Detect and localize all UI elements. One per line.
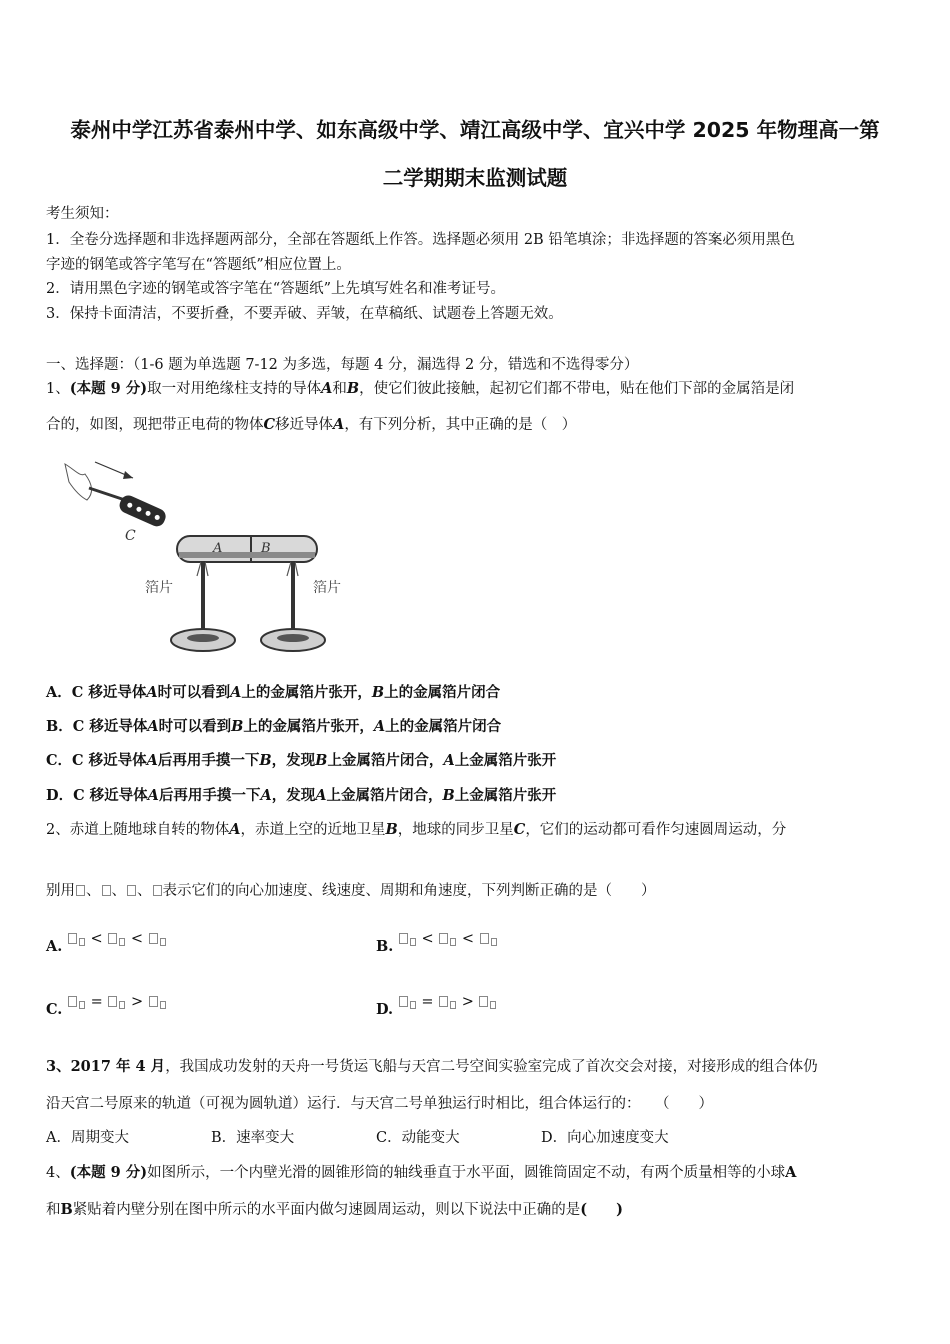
notice-item-3: 3．保持卡面清洁，不要折叠，不要弄破、弄皱，在草稿纸、试题卷上答题无效。	[46, 306, 563, 322]
q1-var-a: A	[321, 380, 333, 397]
left-base-inner	[187, 634, 219, 642]
q1-tag: (本题 9 分)	[69, 380, 148, 397]
q4-line1: 4、(本题 9 分)如图所示，一个内壁光滑的圆锥形筒的轴线垂直于水平面，圆锥筒固定不动，有两个质量相等的小球A	[46, 1164, 797, 1181]
q1-text3: 合的，如图，现把带正电荷的物体	[46, 417, 264, 433]
symbol-placeholder	[153, 885, 162, 896]
q3-option-b[interactable]: B．速率变大	[211, 1130, 295, 1146]
q2-line1: 2、赤道上随地球自转的物体A，赤道上空的近地卫星B，地球的同步卫星C，它们的运动都可看作匀速圆周运动，分	[46, 821, 787, 838]
q3-option-d[interactable]: D．向心加速度变大	[541, 1130, 669, 1146]
right-base-inner	[277, 634, 309, 642]
foil-label-right: 箔片	[313, 580, 341, 596]
q2-line2: 别用 、 、 、 表示它们的向心加速度、线速度、周期和角速度，下列判断正确的是（ ）	[46, 883, 656, 899]
label-b: B	[261, 541, 271, 556]
q1-line2	[46, 413, 576, 434]
q1-var-c: C	[263, 416, 276, 433]
notice-heading: 考生须知：	[46, 206, 119, 222]
label-a: A	[213, 541, 223, 556]
q1-number: 1、	[46, 381, 70, 397]
q1-option-c[interactable]: C．C 移近导体A后再用手摸一下B，发现B上金属箔片闭合，A上金属箔片张开	[46, 752, 557, 769]
notice-item-1b: 字迹的钢笔或答字笔写在“答题纸”相应位置上。	[46, 257, 351, 273]
q1-var-b: B	[346, 380, 360, 397]
exam-title-line2: 二学期期末监测试题	[382, 166, 568, 190]
q3-option-a[interactable]: A．周期变大	[46, 1130, 129, 1146]
exam-title-line1: 泰州中学江苏省泰州中学、如东高级中学、靖江高级中学、宜兴中学 2025 年物理高一第	[70, 118, 880, 142]
q3-line2: 沿天宫二号原来的轨道（可视为圆轨道）运行．与天宫二号单独运行时相比，组合体运行的： （ ）	[46, 1096, 713, 1112]
symbol-placeholder	[127, 885, 136, 896]
arrow-head	[123, 471, 133, 479]
q1-option-b[interactable]: B．C 移近导体A时可以看到B上的金属箔片张开，A上的金属箔片闭合	[46, 718, 502, 735]
notice-item-2: 2．请用黑色字迹的钢笔或答字笔在“答题纸”上先填写姓名和准考证号。	[46, 281, 506, 297]
notice-item-1a: 1．全卷分选择题和非选择题两部分，全部在答题纸上作答。选择题必须用 2B 铅笔填涂；非选择题的答案必须用黑色	[46, 232, 795, 248]
q3-option-c[interactable]: C．动能变大	[376, 1130, 460, 1146]
q3-line1: 3、2017 年 4 月，我国成功发射的天舟一号货运飞船与天宫二号空间实验室完成了首次交会对接，对接形成的组合体仍	[46, 1058, 818, 1075]
conductor-ab	[177, 536, 317, 562]
q1-text1: 取一对用绝缘柱支持的导体	[147, 381, 322, 397]
hand-shape	[65, 464, 91, 500]
q2-option-d[interactable]: D. = >	[376, 1001, 497, 1018]
charged-body-c	[117, 493, 168, 529]
q1-text2: ，使它们彼此接触，起初它们都不带电，贴在他们下部的金属箔是闭	[359, 381, 795, 397]
q2-option-b[interactable]: B. < <	[376, 938, 498, 955]
q1-option-d[interactable]: D．C 移近导体A后再用手摸一下A，发现A上金属箔片闭合，B上金属箔片张开	[46, 787, 557, 804]
section1-heading: 一、选择题：（1-6 题为单选题 7-12 为多选，每题 4 分，漏选得 2 分，错选和不选得零分）	[46, 357, 639, 373]
q1-text4: 移近导体	[275, 417, 334, 433]
q1-text5: ，有下列分析，其中正确的是（ ）	[344, 417, 577, 433]
q4-line2: 和B紧贴着内壁分别在图中所示的水平面内做匀速圆周运动，则以下说法中正确的是( )	[46, 1201, 623, 1218]
conductor-figure-svg	[55, 452, 365, 674]
q2-option-a[interactable]: A. < <	[46, 938, 167, 955]
symbol-placeholder	[102, 885, 111, 896]
insulating-rod	[89, 488, 125, 500]
q1-and: 和	[332, 381, 347, 397]
q2-option-c[interactable]: C. = >	[46, 1001, 167, 1018]
q1-line1	[46, 377, 794, 398]
q1-var-a2: A	[333, 416, 345, 433]
symbol-placeholder	[76, 885, 85, 896]
label-c: C	[125, 528, 136, 544]
foil-label-left: 箔片	[145, 580, 173, 596]
conductor-figure	[55, 452, 365, 674]
conductor-shadow	[179, 552, 315, 558]
q1-option-a[interactable]: A．C 移近导体A时可以看到A上的金属箔片张开，B上的金属箔片闭合	[46, 684, 501, 701]
